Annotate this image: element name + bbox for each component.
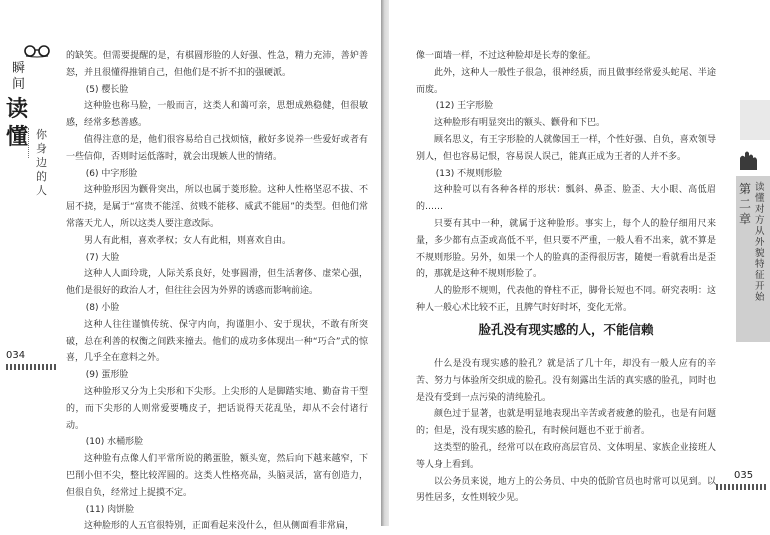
paragraph: 这种脸也称马脸，一般而言，这类人和蔼可亲，思想成熟稳健，但很敏感，经常多愁善感。 bbox=[66, 101, 368, 129]
chapter-tab bbox=[736, 176, 770, 342]
book-gutter bbox=[381, 0, 389, 526]
left-page-number: 034 bbox=[6, 350, 26, 361]
paragraph: 这种脸形的人五官很特别，正面看起来没什么，但从侧面看非常扁， bbox=[84, 521, 355, 532]
chapter-label: 第二章 bbox=[739, 182, 752, 226]
paragraph: 这种脸有点像人们平常所说的鹅蛋脸，额头宽，然后向下越来越窄，下巴削小但不尖，整比较浑圆的。这类人性格亮晶，头脑灵活，富有创造力，但很自负，经常过上捉摸不定。 bbox=[66, 454, 368, 498]
chapter-edge-decoration bbox=[740, 100, 770, 140]
paragraph: 此外，这种人一般性子很急，很神经质，而且做事经常爱头蛇尾、半途而废。 bbox=[416, 67, 716, 95]
paragraph: 的缺笑。但需要提醒的是，有棋圆形脸的人好强、性急，精力充沛，善妒善怒，并且很懂得推销自己，但他们是不折不扣的强硬派。 bbox=[66, 51, 368, 78]
book-subtitle-vertical: 你身边的人 bbox=[36, 128, 47, 197]
subsection-heading: (13) 不规则形脸 bbox=[435, 168, 503, 179]
paragraph: 这种人人面玲珑，人际关系良好，处事圆滑，但生活奢侈、虚荣心强，他们是很好的政治人才，但往往会因为外界的诱惑而影响前途。 bbox=[66, 269, 368, 297]
paragraph: 像一面墙一样，不过这种脸却是长寿的象征。 bbox=[416, 51, 597, 61]
book-title-vertical bbox=[2, 38, 50, 208]
paragraph: 这种脸可以有各种各样的形状：瓢斜、鼻歪、脸歪、大小眼、高低眉的…… bbox=[416, 185, 716, 213]
paragraph: 什么是没有现实感的脸孔？就是活了几十年，却没有一般人应有的辛苦、努力与体验所交织成的脸孔。没有刻露出生活的真实感的脸孔，同时也是没有受到一点污染的清纯脸孔。 bbox=[416, 359, 716, 403]
paragraph: 男人有此相，喜欢孝权；女人有此相，则喜欢自由。 bbox=[84, 235, 292, 246]
paragraph: 这种脸形因为颧骨突出，所以也属于菱形脸。这种人性格坚忍不拔、不屈不挠，是属于“富贵不能淫、贫贱不能移、威武不能屈”的类型。但他们常常落天尤人，所以这类人要注意改际。 bbox=[66, 185, 368, 229]
title-char-2: 间 bbox=[12, 77, 26, 92]
section-title: 脸孔没有现实感的人，不能信赖 bbox=[478, 322, 654, 337]
title-char-1: 瞬 bbox=[12, 61, 26, 76]
paragraph: 这种脸形有明显突出的额头、颧骨和下巴。 bbox=[434, 118, 606, 129]
paragraph: 值得注意的是，他们很容易给自己找烦恼，敝好多说养一些爱好或者有一些信仰，否则时运低落时，就会出现嫉人世的情绪。 bbox=[66, 134, 368, 162]
right-page-number: 035 bbox=[734, 470, 754, 481]
paragraph: 以公务员来说，地方上的公务员、中央的低阶官员也时常可以见到。以男性居多，女性则较少见。 bbox=[416, 476, 716, 504]
right-page-text-bottom bbox=[416, 356, 716, 507]
paragraph: 人的脸形不规则，代表他的脊柱不正，脚骨长短也不同。研究表明：这种人一般心术比较不正，且脾气时好时坏，变化无常。 bbox=[416, 286, 716, 313]
subsection-heading: (7) 大脸 bbox=[85, 252, 120, 263]
subsection-heading: (11) 肉饼脸 bbox=[85, 504, 135, 515]
glasses-icon bbox=[24, 44, 50, 58]
subsection-heading: (12) 王字形脸 bbox=[435, 101, 494, 112]
title-dotted-line bbox=[28, 128, 33, 158]
subsection-heading: (10) 水桶形脸 bbox=[85, 437, 144, 448]
subsection-heading: (6) 中字形脸 bbox=[85, 168, 138, 179]
paragraph: 只要有其中一种，就属于这种脸形。事实上，每个人的脸仔细用尺来量，多少都有点歪或高低不平，但只要不严重，一般人看不出来，就不算是不规则形脸。另外，如果一个人的脸真的歪得很厉害，随便一看就看出是歪的，那就是这种不规则形脸了。 bbox=[416, 218, 716, 280]
right-page-text-top bbox=[416, 48, 716, 317]
left-page-text bbox=[66, 48, 368, 535]
right-page-number-rule bbox=[716, 484, 766, 490]
title-char-3: 读 bbox=[6, 96, 29, 122]
paragraph: 这种脸形又分为上尖形和下尖形。上尖形的人是脚踏实地、勤奋肯干型的，而下尖形的人则常爱要嘴皮子，把话说得天花乱坠，却从不会付诸行动。 bbox=[66, 386, 368, 431]
title-char-4: 懂 bbox=[6, 124, 29, 150]
subsection-heading: (8) 小脸 bbox=[85, 302, 120, 313]
paragraph: 这种人往往谨慎传统、保守内向，拘谨胆小、安于现状，不敢有所突破，总在利善的权衡之间跌来撞去。他们的成功多体现出一种“巧合”式的惊喜，几乎全在意料之外。 bbox=[66, 319, 368, 364]
left-page-number-rule bbox=[6, 364, 56, 370]
paragraph: 颜色过于显著，也就是明显地表现出辛苦或者疲惫的脸孔，也是有问题的；但是，没有现实感的脸孔，有时候问题也不亚于前者。 bbox=[416, 409, 716, 437]
chapter-subtitle: 读懂对方从外貌特征开始 bbox=[755, 182, 765, 303]
subsection-heading: (9) 蛋形脸 bbox=[85, 370, 129, 381]
paragraph: 这类型的脸孔，经常可以在政府高层官员、文体明星、家族企业接班人等人身上看到。 bbox=[416, 442, 716, 470]
subsection-heading: (5) 樱长脸 bbox=[85, 84, 129, 95]
paragraph: 顾名思义，有王字形脸的人就像国王一样，个性好强、自负，喜欢领导别人，但也容易记恨，容易误人误己，能真正成为王者的人并不多。 bbox=[416, 134, 716, 162]
hand-icon bbox=[736, 150, 762, 172]
